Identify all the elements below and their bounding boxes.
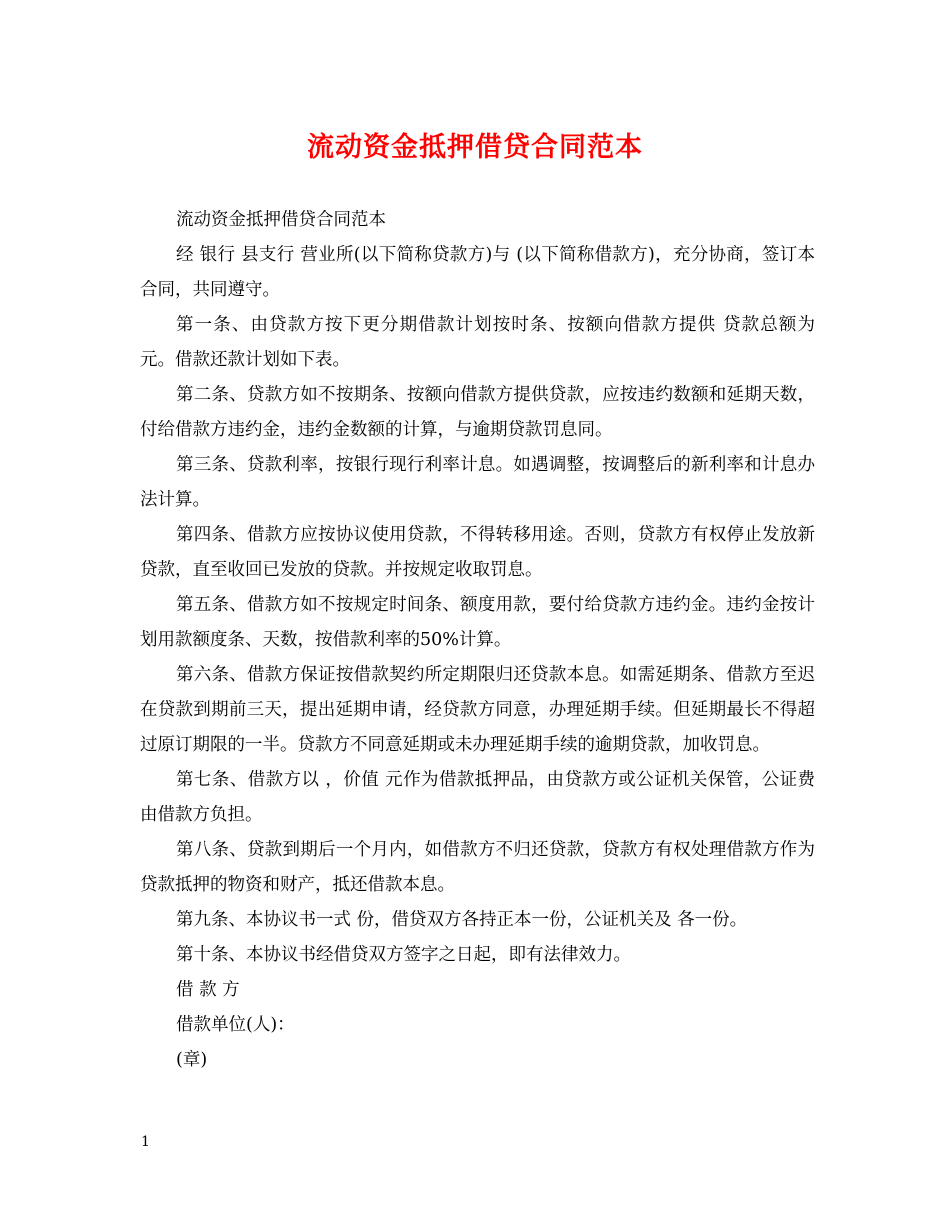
document-body: [140, 203, 815, 1078]
paragraph-article-1: 第一条、由贷款方按下更分期借款计划按时条、按额向借款方提供 贷款总额为 元。借款还款计划如下表。: [140, 315, 815, 370]
paragraph-article-9: 第九条、本协议书一式 份，借贷双方各持正本一份，公证机关及 各一份。: [176, 910, 748, 930]
paragraph-article-7: 第七条、借款方以 ，价值 元作为借款抵押品，由贷款方或公证机关保管，公证费由借款方负担。: [140, 770, 815, 825]
paragraph-article-6: 第六条、借款方保证按借款契约所定期限归还贷款本息。如需延期条、借款方至迟在贷款到期前三天，提出延期申请，经贷款方同意，办理延期手续。但延期最长不得超过原订期限的一半。贷款方不同意延期或未办理延期手续的逾期贷款，加收罚息。: [140, 665, 815, 755]
paragraph-article-8: 第八条、贷款到期后一个月内，如借款方不归还贷款，贷款方有权处理借款方作为贷款抵押的物资和财产，抵还借款本息。: [140, 840, 815, 895]
paragraph-subtitle: 流动资金抵押借贷合同范本: [176, 210, 386, 230]
paragraph-preamble: 经 银行 县支行 营业所(以下简称贷款方)与 (以下简称借款方)，充分协商，签订本合同，共同遵守。: [140, 245, 815, 300]
paragraph-article-3: 第三条、贷款利率，按银行现行利率计息。如遇调整，按调整后的新利率和计息办法计算。: [140, 455, 815, 510]
signature-party-label: 借 款 方: [176, 980, 240, 1000]
paragraph-article-2: 第二条、贷款方如不按期条、按额向借款方提供贷款，应按违约数额和延期天数，付给借款方违约金，违约金数额的计算，与逾期贷款罚息同。: [140, 385, 815, 440]
paragraph-article-4: 第四条、借款方应按协议使用贷款，不得转移用途。否则，贷款方有权停止发放新贷款，直至收回已发放的贷款。并按规定收取罚息。: [140, 525, 815, 580]
paragraph-article-10: 第十条、本协议书经借贷双方签字之日起，即有法律效力。: [176, 945, 631, 965]
signature-seal-label: (章): [176, 1050, 208, 1070]
page-number: 1: [141, 1134, 150, 1150]
signature-unit-label: 借款单位(人)：: [176, 1015, 295, 1035]
paragraph-article-5: 第五条、借款方如不按规定时间条、额度用款，要付给贷款方违约金。违约金按计划用款额度条、天数，按借款利率的50%计算。: [140, 595, 815, 650]
document-title: 流动资金抵押借贷合同范本: [307, 132, 643, 163]
